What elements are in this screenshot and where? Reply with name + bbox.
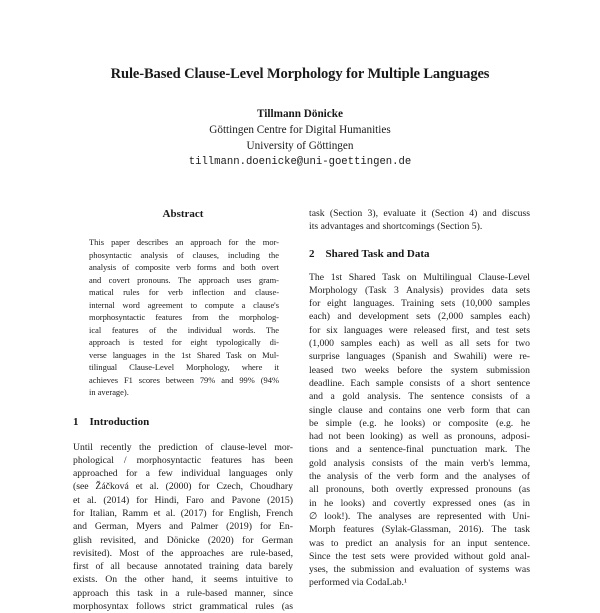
paper-title: Rule-Based Clause-Level Morphology for Multiple Languages bbox=[0, 66, 600, 83]
abstract-line: approach is tested for eight typologically di- bbox=[89, 336, 279, 349]
introduction-line: phological / morphosyntactic features has been bbox=[73, 454, 293, 467]
introduction-line: revisited). Most of the approaches are rule-based, bbox=[73, 547, 293, 560]
shared-task-line: Morph features (Sylak-Glassman, 2016). The task bbox=[309, 523, 530, 536]
author-email: tillmann.doenicke@uni-goettingen.de bbox=[0, 154, 600, 170]
right-intro-line: task (Section 3), evaluate it (Section 4) and discuss bbox=[309, 207, 530, 220]
author-name: Tillmann Dönicke bbox=[0, 106, 600, 122]
shared-task-line: the analysis of the verb form and the analyses of bbox=[309, 470, 530, 483]
right-intro-body bbox=[309, 207, 530, 234]
introduction-line: morphosyntax follows strict grammatical rules (as bbox=[73, 600, 293, 613]
shared-task-heading: 2 Shared Task and Data bbox=[309, 247, 530, 261]
author-block bbox=[0, 106, 600, 170]
shared-task-line: all pronouns, both overtly expressed pronouns (as bbox=[309, 483, 530, 496]
introduction-line: et al. (2014) for Hindi, Faro and Pavone (2015) bbox=[73, 494, 293, 507]
shared-task-line: tions and a sentence-final punctuation mark. The bbox=[309, 443, 530, 456]
right-intro-line: its advantages and shortcomings (Section 5). bbox=[309, 220, 530, 233]
introduction-line: first of all because annotated training data barely bbox=[73, 560, 293, 573]
introduction-line: glish revisited, and Dönicke (2020) for German bbox=[73, 534, 293, 547]
shared-task-line: in he looks) and covertly expressed ones (as in bbox=[309, 497, 530, 510]
abstract-line: morphosyntactic features from the morpholog- bbox=[89, 311, 279, 324]
shared-task-line: was to predict an analysis for an input sentence. bbox=[309, 537, 530, 550]
abstract-line: internal word agreement to compute a clause's bbox=[89, 299, 279, 312]
introduction-line: (see Žáčková et al. (2000) for Czech, Choudhary bbox=[73, 480, 293, 493]
introduction-line: Until recently the prediction of clause-level mor- bbox=[73, 441, 293, 454]
right-column bbox=[309, 207, 530, 590]
introduction-body bbox=[73, 441, 293, 613]
shared-task-line: had not been looking) as well as pronouns, adposi- bbox=[309, 430, 530, 443]
author-institution: University of Göttingen bbox=[0, 138, 600, 154]
introduction-heading: 1 Introduction bbox=[73, 415, 293, 429]
abstract-line: analysis of composite verb forms and both overt bbox=[89, 261, 279, 274]
shared-task-line: for six languages were released first, and test sets bbox=[309, 324, 530, 337]
introduction-line: exists. On the other hand, it seems intuitive to bbox=[73, 573, 293, 586]
shared-task-line: (1,000 samples each) as well as all sets for two bbox=[309, 337, 530, 350]
shared-task-line: gold analysis consists of the main verb's lemma, bbox=[309, 457, 530, 470]
shared-task-line: leased two weeks before the system submission bbox=[309, 364, 530, 377]
shared-task-line: be simple (e.g. he looks) or composite (e.g. he bbox=[309, 417, 530, 430]
shared-task-line: deadline. Each sample consists of a short sentence bbox=[309, 377, 530, 390]
abstract-line: and covert pronouns. The approach uses gram- bbox=[89, 274, 279, 287]
abstract-line: tilingual Clause-Level Morphology, where it bbox=[89, 361, 279, 374]
shared-task-line: yses, the submission and evaluation of systems was bbox=[309, 563, 530, 576]
introduction-line: for Italian, Ramm et al. (2017) for English, French bbox=[73, 507, 293, 520]
abstract-line: phosyntactic analysis of clauses, including the bbox=[89, 249, 279, 262]
abstract-line: in average). bbox=[89, 386, 279, 399]
shared-task-line: and a gold analysis. The sentence consists of a bbox=[309, 390, 530, 403]
abstract-line: verse languages in the 1st Shared Task on Mul- bbox=[89, 349, 279, 362]
abstract-line: This paper describes an approach for the mor- bbox=[89, 236, 279, 249]
shared-task-line: Morphology (Task 3 Analysis) provides data sets bbox=[309, 284, 530, 297]
shared-task-line: surprise languages (Spanish and Swahili) were re- bbox=[309, 350, 530, 363]
abstract-heading: Abstract bbox=[73, 207, 293, 221]
abstract-line: ical features of the individual words. The bbox=[89, 324, 279, 337]
shared-task-line: Since the test sets were provided without gold anal- bbox=[309, 550, 530, 563]
shared-task-body bbox=[309, 271, 530, 590]
shared-task-line: single clause and contains one verb form that can bbox=[309, 404, 530, 417]
shared-task-line: for eight languages. Training sets (10,000 samples bbox=[309, 297, 530, 310]
shared-task-line: performed via CodaLab.¹ bbox=[309, 576, 530, 589]
abstract-body bbox=[89, 236, 279, 399]
author-affiliation: Göttingen Centre for Digital Humanities bbox=[0, 122, 600, 138]
abstract-line: achieves F1 scores between 79% and 99% (94% bbox=[89, 374, 279, 387]
shared-task-line: ∅ look!). The analyses are represented with Uni- bbox=[309, 510, 530, 523]
shared-task-line: The 1st Shared Task on Multilingual Clause-Level bbox=[309, 271, 530, 284]
shared-task-line: each) and development sets (2,000 samples each) bbox=[309, 310, 530, 323]
introduction-line: and German, Myers and Palmer (2019) for En- bbox=[73, 520, 293, 533]
abstract-line: matical rules for verb inflection and clause- bbox=[89, 286, 279, 299]
introduction-line: approached for a few individual languages only bbox=[73, 467, 293, 480]
left-column bbox=[73, 207, 293, 613]
introduction-line: approach this task in a rule-based manner, since bbox=[73, 587, 293, 600]
